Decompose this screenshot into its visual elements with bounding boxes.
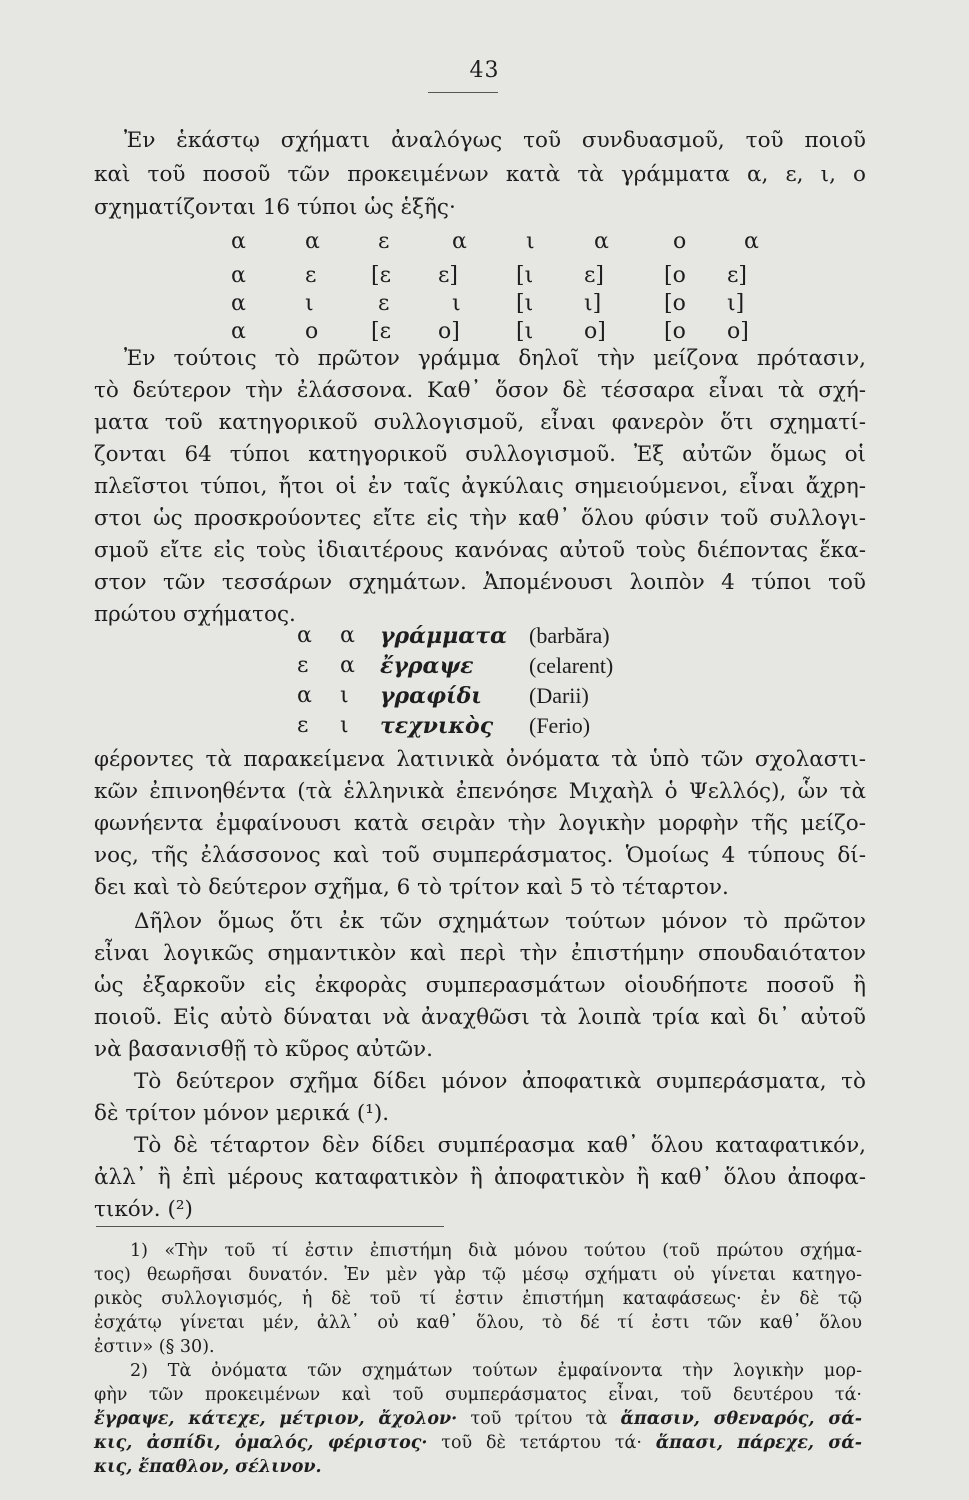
text-line: φωνήεντα ἐμφαίνουσι κατὰ σειρὰν τὴν λογικὴν μορφὴν τῆς μείζο-	[94, 811, 866, 836]
mnemonic-greek: ἔγραψε	[380, 653, 474, 679]
text-line: σχηματίζονται 16 τύποι ὡς ἑξῆς·	[94, 195, 456, 220]
scheme-cell: ι]	[727, 291, 745, 316]
scheme-cell: ε]	[584, 263, 604, 288]
text-line: νὰ βασανισθῇ τὸ κῦρος αὐτῶν.	[94, 1037, 433, 1062]
scheme-cell: ο]	[438, 319, 460, 344]
mnemonic-greek: γραφίδι	[380, 683, 482, 709]
mood-vowel: ι	[340, 713, 349, 738]
mnemonic-words: ἅπασι, πάρεχε, σά-	[655, 1433, 862, 1453]
text-line: πλεῖστοι τύποι, ἤτοι οἱ ἐν ταῖς ἀγκύλαις σημειούμενοι, εἶναι ἄχρη-	[94, 474, 866, 499]
footnote-line: 2) Τὰ ὀνόματα τῶν σχημάτων τούτων ἐμφαίνοντα τὴν λογικὴν μορ-	[130, 1361, 862, 1381]
footnote-line: ρικὸς συλλογισμός, ἡ δὲ τοῦ τί ἐστιν ἐπιστήμη καταφάσεως· ἐν δὲ τῷ	[94, 1289, 862, 1309]
scheme-cell: ε	[305, 263, 317, 288]
text-line: νος, τῆς ἐλάσσονος καὶ τοῦ συμπεράσματος. Ὁμοίως 4 τύπους δί-	[94, 843, 866, 868]
scheme-cell: [ο	[664, 291, 686, 316]
text-line: δὲ τρίτον μόνον μερικά (¹).	[94, 1101, 390, 1126]
text-line: ὡς ἐξαρκοῦν εἰς ἐκφορὰς συμπερασμάτων οἱουδήποτε ποσοῦ ἢ	[94, 973, 866, 998]
mood-vowel: α	[297, 623, 312, 648]
text-line: τὸ δεύτερον τὴν ἐλάσσονα. Καθ᾿ ὅσον δὲ τέσσαρα εἶναι τὰ σχή-	[94, 378, 866, 403]
mnemonic-words: ἔγραψε, κάτεχε, μέτριον, ἄχολον·	[94, 1409, 458, 1429]
footnote-line	[94, 1456, 862, 1478]
footnote-line	[94, 1432, 862, 1455]
scheme-cell: ε]	[727, 263, 747, 288]
scheme-cell: [ο	[664, 263, 686, 288]
scheme-cell: α	[231, 263, 246, 288]
footnote-line: ἐσχάτῳ γίνεται μέν, ἀλλ᾿ οὐ καθ᾿ ὅλου, τὸ δέ τί ἐστι τῶν καθ᾿ ὅλου	[94, 1313, 862, 1333]
footnote-text: τοῦ τρίτου τὰ	[457, 1409, 621, 1429]
text-line: Δῆλον ὅμως ὅτι ἐκ τῶν σχημάτων τούτων μόνον τὸ πρῶτον	[134, 909, 866, 934]
scheme-cell: ε]	[438, 263, 458, 288]
text-line: καὶ τοῦ ποσοῦ τῶν προκειμένων κατὰ τὰ γράμματα α, ε, ι, ο	[94, 162, 866, 187]
footnote-line: 1) «Τὴν τοῦ τί ἐστιν ἐπιστήμη διὰ μόνου τούτου (τοῦ πρώτου σχήμα-	[130, 1241, 862, 1261]
footnote-line: τος) θεωρῆσαι δυνατόν. Ἐν μὲν γὰρ τῷ μέσῳ σχήματι οὐ γίνεται κατηγο-	[94, 1265, 862, 1285]
mnemonic-words: ἅπασιν, σθεναρός, σά-	[620, 1409, 862, 1429]
scheme-cell: α	[231, 319, 246, 344]
page-number: 43	[469, 58, 500, 83]
mood-vowel: α	[340, 653, 355, 678]
mnemonic-greek: γράμματα	[380, 623, 507, 649]
scheme-cell: α	[231, 291, 246, 316]
page-number-rule	[428, 92, 498, 93]
mood-vowel: ε	[297, 713, 309, 738]
footnote-line: ἐστιν» (§ 30).	[94, 1337, 215, 1357]
mnemonic-latin: (barbăra)	[529, 623, 610, 648]
mnemonic-words: κις, ἔπαθλον, σέλινον.	[94, 1457, 322, 1477]
text-line: Ἐν τούτοις τὸ πρῶτον γράμμα δηλοῖ τὴν μείζονα πρότασιν,	[124, 346, 866, 371]
text-line: σμοῦ εἴτε εἰς τοὺς ἰδιαιτέρους κανόνας αὐτοῦ τοὺς διέποντας ἕκα-	[94, 538, 866, 563]
mood-vowel: ι	[340, 683, 349, 708]
scheme-cell: ι	[526, 229, 535, 254]
scheme-cell: α	[452, 229, 467, 254]
scheme-cell: ο	[305, 319, 319, 344]
mood-vowel: α	[340, 623, 355, 648]
scheme-cell: α	[305, 229, 320, 254]
scheme-cell: ι]	[584, 291, 602, 316]
scheme-cell: [ι	[516, 263, 534, 288]
scheme-cell: ο]	[727, 319, 749, 344]
text-line: ἀλλ᾿ ἢ ἐπὶ μέρους καταφατικὸν ἢ ἀποφατικὸν ἢ καθ᾿ ὅλου ἀποφα-	[94, 1165, 866, 1190]
text-line: δει καὶ τὸ δεύτερον σχῆμα, 6 τὸ τρίτον καὶ 5 τὸ τέταρτον.	[94, 875, 729, 900]
text-line: στον τῶν τεσσάρων σχημάτων. Ἀπομένουσι λοιπὸν 4 τύποι τοῦ	[94, 570, 866, 595]
mnemonic-latin: (Darii)	[529, 683, 589, 708]
scheme-cell: [ι	[516, 319, 534, 344]
mnemonic-latin: (Ferio)	[529, 713, 591, 738]
text-line: κῶν ἐπινοηθέντα (τὰ ἑλληνικὰ ἐπενόησε Μιχαὴλ ὁ Ψελλός), ὧν τὰ	[94, 779, 866, 804]
scheme-cell: ε	[378, 291, 390, 316]
scheme-cell: ο]	[584, 319, 606, 344]
scheme-cell: α	[744, 229, 759, 254]
text-line: πρώτου σχήματος.	[94, 602, 296, 627]
scheme-cell: [ο	[664, 319, 686, 344]
scheme-cell: [ε	[371, 263, 391, 288]
scheme-cell: ι	[452, 291, 461, 316]
text-line: ποιοῦ. Εἰς αὐτὸ δύναται νὰ ἀναχθῶσι τὰ λοιπὰ τρία καὶ δι᾿ αὐτοῦ	[94, 1005, 866, 1030]
text-line: Ἐν ἑκάστῳ σχήματι ἀναλόγως τοῦ συνδυασμοῦ, τοῦ ποιοῦ	[124, 128, 866, 153]
footnote-line	[94, 1408, 862, 1431]
scheme-cell: ε	[378, 229, 390, 254]
mood-vowel: α	[297, 683, 312, 708]
text-line: Τὸ δεύτερον σχῆμα δίδει μόνον ἀποφατικὰ συμπεράσματα, τὸ	[134, 1069, 866, 1094]
footnote-rule	[96, 1226, 444, 1227]
mnemonic-greek: τεχνικὸς	[380, 713, 494, 739]
text-line: ματα τοῦ κατηγορικοῦ συλλογισμοῦ, εἶναι φανερὸν ὅτι σχηματί-	[94, 410, 866, 435]
scheme-cell: ι	[305, 291, 314, 316]
footnote-text: τοῦ δὲ τετάρτου τά·	[427, 1433, 656, 1453]
text-line: τικόν. (²)	[94, 1197, 193, 1222]
scheme-cell: [ι	[516, 291, 534, 316]
text-line: Τὸ δὲ τέταρτον δὲν δίδει συμπέρασμα καθ᾿ ὅλου καταφατικόν,	[134, 1133, 866, 1158]
scheme-cell: α	[594, 229, 609, 254]
text-line: ζονται 64 τύποι κατηγορικοῦ συλλογισμοῦ. Ἐξ αὐτῶν ὅμως οἱ	[94, 442, 866, 467]
scheme-cell: [ε	[371, 319, 391, 344]
footnote-line: φὴν τῶν προκειμένων καὶ τοῦ συμπεράσματος εἶναι, τοῦ δευτέρου τά·	[94, 1385, 862, 1405]
text-line: στοι ὡς προσκρούοντες εἴτε εἰς τὴν καθ᾿ ὅλου φύσιν τοῦ συλλογι-	[94, 506, 866, 531]
mnemonic-words: κις, ἀσπίδι, ὁμαλός, φέριστος·	[94, 1433, 428, 1453]
text-line: φέροντες τὰ παρακείμενα λατινικὰ ὀνόματα τὰ ὑπὸ τῶν σχολαστι-	[94, 747, 866, 772]
scheme-cell: ο	[673, 229, 687, 254]
mnemonic-latin: (celarent)	[529, 653, 614, 678]
mood-vowel: ε	[297, 653, 309, 678]
scheme-cell: α	[231, 229, 246, 254]
text-line: εἶναι λογικῶς σημαντικὸν καὶ περὶ τὴν ἐπιστήμην σπουδαιότατον	[94, 941, 866, 966]
